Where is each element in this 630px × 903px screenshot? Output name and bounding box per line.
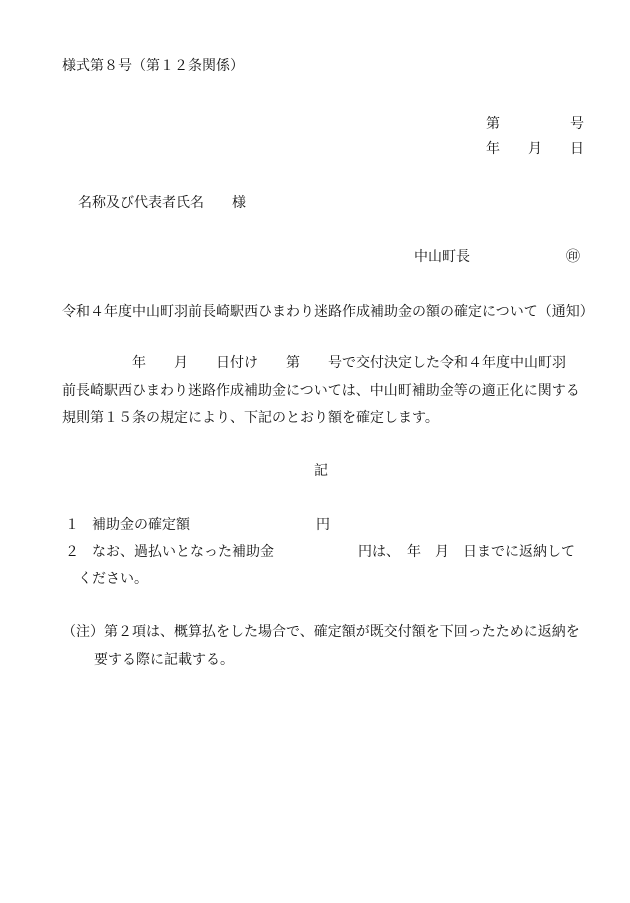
item-2-rest: 円は、 年 月 日までに返納して [358, 544, 575, 560]
body-line-3: 規則第１５条の規定により、下記のとおり額を確定します。 [62, 410, 439, 426]
document-date: 年 月 日 [486, 141, 584, 157]
note-line-1: （注）第２項は、概算払をした場合で、確定額が既交付額を下回ったために返納を [62, 624, 580, 640]
item-2-number: ２ [65, 544, 79, 560]
item-2-continuation: ください。 [78, 571, 148, 587]
document-title: 令和４年度中山町羽前長崎駅西ひまわり迷路作成補助金の額の確定について（通知） [62, 304, 594, 320]
item-2-text: なお、過払いとなった補助金 [92, 544, 274, 560]
ki-heading: 記 [314, 463, 328, 479]
item-1-number: １ [65, 517, 79, 533]
item-1-text: 補助金の確定額 [92, 517, 190, 533]
body-line-2: 前長崎駅西ひまわり迷路作成補助金については、中山町補助金等の適正化に関する [62, 383, 580, 399]
item-1-unit: 円 [316, 517, 330, 533]
recipient-name: 名称及び代表者氏名 様 [78, 195, 246, 211]
form-label: 様式第８号（第１２条関係） [62, 58, 244, 74]
body-line-1: 年 月 日付け 第 号で交付決定した令和４年度中山町羽 [62, 355, 566, 371]
issuer-name: 中山町長 [414, 249, 470, 265]
document-number: 第 号 [486, 116, 584, 132]
seal-mark: ㊞ [566, 249, 580, 265]
note-line-2: 要する際に記載する。 [94, 652, 234, 668]
